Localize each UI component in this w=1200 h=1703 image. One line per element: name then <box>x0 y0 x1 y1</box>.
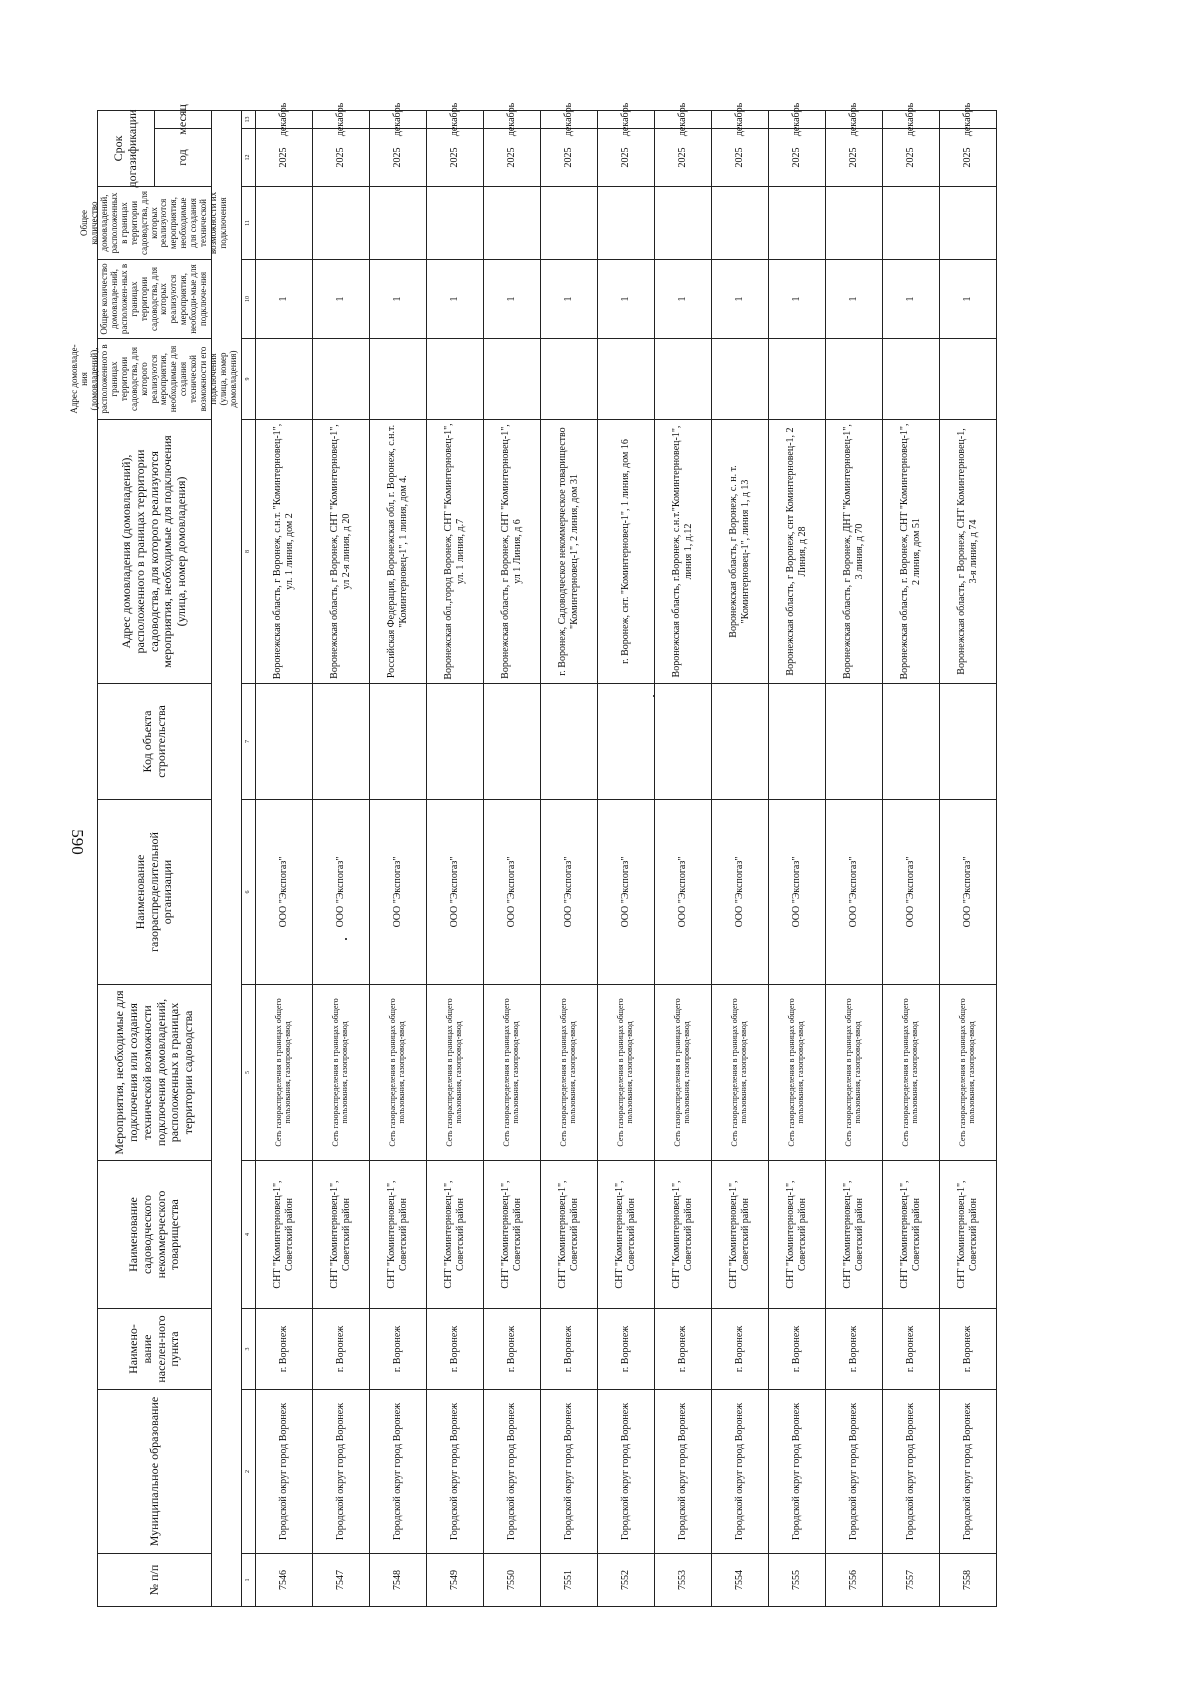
row-address-connection: Воронежская область, г Воронеж, с. н. т. "Коминтерновец-1", линия 1, д 13 <box>712 419 769 683</box>
header-spacer <box>212 110 242 1607</box>
row-year: 2025 <box>712 128 769 186</box>
row-municipality: Городской округ город Воронеж <box>370 1389 427 1553</box>
row-object-code <box>883 683 940 799</box>
row-snt: СНТ "Коминтерновец-1", Советский район <box>826 1160 883 1308</box>
row-count-connection: 1 <box>769 259 826 338</box>
row-year: 2025 <box>541 128 598 186</box>
row-count-tech <box>712 186 769 259</box>
row-count-tech <box>427 186 484 259</box>
page-number: 590 <box>68 829 87 855</box>
row-municipality: Городской округ город Воронеж <box>826 1389 883 1553</box>
row-year: 2025 <box>826 128 883 186</box>
row-settlement: г. Воронеж <box>598 1308 655 1389</box>
row-num: 7548 <box>370 1553 427 1607</box>
column-number: 9 <box>242 338 256 419</box>
row-address-tech <box>769 338 826 419</box>
row-month: декабрь <box>883 110 940 128</box>
row-count-connection: 1 <box>541 259 598 338</box>
row-object-code <box>313 683 370 799</box>
row-gas-org: ООО "Экспогаз" <box>313 799 370 984</box>
row-year: 2025 <box>940 128 997 186</box>
row-address-tech <box>940 338 997 419</box>
row-measures: Сеть газораспределения в границах общего пользования, газопровод-ввод <box>313 984 370 1160</box>
row-settlement: г. Воронеж <box>769 1308 826 1389</box>
row-address-tech <box>427 338 484 419</box>
row-year: 2025 <box>313 128 370 186</box>
row-address-tech <box>256 338 313 419</box>
row-object-code <box>598 683 655 799</box>
row-count-connection: 1 <box>883 259 940 338</box>
row-measures: Сеть газораспределения в границах общего пользования, газопровод-ввод <box>598 984 655 1160</box>
column-number: 2 <box>242 1389 256 1553</box>
row-settlement: г. Воронеж <box>541 1308 598 1389</box>
row-gas-org: ООО "Экспогаз" <box>883 799 940 984</box>
row-address-tech <box>598 338 655 419</box>
row-municipality: Городской округ город Воронеж <box>940 1389 997 1553</box>
column-number: 1 <box>242 1553 256 1607</box>
column-number: 11 <box>242 186 256 259</box>
header-term: Срок догазификации <box>97 110 155 186</box>
row-num: 7546 <box>256 1553 313 1607</box>
row-count-tech <box>313 186 370 259</box>
row-snt: СНТ "Коминтерновец-1", Советский район <box>769 1160 826 1308</box>
row-object-code <box>256 683 313 799</box>
row-count-tech <box>541 186 598 259</box>
row-num: 7551 <box>541 1553 598 1607</box>
row-gas-org: ООО "Экспогаз" <box>256 799 313 984</box>
row-count-connection: 1 <box>484 259 541 338</box>
row-measures: Сеть газораспределения в границах общего пользования, газопровод-ввод <box>427 984 484 1160</box>
row-count-connection: 1 <box>598 259 655 338</box>
column-number: 3 <box>242 1308 256 1389</box>
row-measures: Сеть газораспределения в границах общего пользования, газопровод-ввод <box>541 984 598 1160</box>
row-object-code <box>826 683 883 799</box>
row-count-connection: 1 <box>370 259 427 338</box>
header-num: № п/п <box>97 1553 212 1607</box>
header-municipality: Муниципальное образование <box>97 1389 212 1553</box>
row-gas-org: ООО "Экспогаз" <box>712 799 769 984</box>
row-settlement: г. Воронеж <box>655 1308 712 1389</box>
header-count-connection: Общее количество домовладе-ний, расположен-ных в границах территории садоводства, для которых реализуются мероприятия, необходи-мые для подключе-ния <box>97 259 212 338</box>
row-snt: СНТ "Коминтерновец-1", Советский район <box>883 1160 940 1308</box>
header-address-connection: Адрес домовладения (домовладений), расположенного в границах территории садоводства, для которого реализуются мероприятия, необходимые для подключения (улица, номер домовладения) <box>97 419 212 683</box>
row-address-tech <box>826 338 883 419</box>
header-year: год <box>155 128 212 186</box>
row-count-tech <box>370 186 427 259</box>
row-month: декабрь <box>826 110 883 128</box>
row-municipality: Городской округ город Воронеж <box>427 1389 484 1553</box>
header-settlement: Наимено-вание населен-ного пункта <box>97 1308 212 1389</box>
row-snt: СНТ "Коминтерновец-1", Советский район <box>598 1160 655 1308</box>
row-month: декабрь <box>712 110 769 128</box>
row-municipality: Городской округ город Воронеж <box>541 1389 598 1553</box>
header-measures: Мероприятия, необходимые для подключения или создания технической возможности подключения домовладений, расположенных в границах территории садоводства <box>97 984 212 1160</box>
row-count-tech <box>940 186 997 259</box>
header-count-tech: Общее количество домовладений, расположенных в границах территории садоводства, для которых реализуются мероприятия, необходимые для создания технической возможности их подключения <box>97 186 212 259</box>
row-year: 2025 <box>370 128 427 186</box>
row-snt: СНТ "Коминтерновец-1", Советский район <box>541 1160 598 1308</box>
row-municipality: Городской округ город Воронеж <box>769 1389 826 1553</box>
row-year: 2025 <box>769 128 826 186</box>
row-gas-org: ООО "Экспогаз" <box>655 799 712 984</box>
row-object-code <box>769 683 826 799</box>
row-count-tech <box>826 186 883 259</box>
column-number: 4 <box>242 1160 256 1308</box>
row-municipality: Городской округ город Воронеж <box>484 1389 541 1553</box>
row-address-connection: г. Воронеж, Садоводческое некоммерческое товарищество "Коминтерновец-1", 2 линия, дом 31 <box>541 419 598 683</box>
row-count-connection: 1 <box>940 259 997 338</box>
column-number: 8 <box>242 419 256 683</box>
row-settlement: г. Воронеж <box>826 1308 883 1389</box>
row-num: 7552 <box>598 1553 655 1607</box>
row-municipality: Городской округ город Воронеж <box>598 1389 655 1553</box>
column-number: 12 <box>242 128 256 186</box>
row-address-connection: г. Воронеж, снт. "Коминтерновец-1", 1 линия, дом 16 <box>598 419 655 683</box>
row-measures: Сеть газораспределения в границах общего пользования, газопровод-ввод <box>484 984 541 1160</box>
row-count-tech <box>484 186 541 259</box>
row-month: декабрь <box>484 110 541 128</box>
row-count-tech <box>883 186 940 259</box>
row-year: 2025 <box>484 128 541 186</box>
header-month: месяц <box>155 110 212 128</box>
row-gas-org: ООО "Экспогаз" <box>826 799 883 984</box>
row-count-connection: 1 <box>427 259 484 338</box>
row-count-tech <box>256 186 313 259</box>
row-address-tech <box>484 338 541 419</box>
row-settlement: г. Воронеж <box>427 1308 484 1389</box>
row-snt: СНТ "Коминтерновец-1", Советский район <box>370 1160 427 1308</box>
row-object-code <box>940 683 997 799</box>
row-address-connection: Российская Федерация, Воронежская обл, г. Воронеж, с.н.т. "Коминтерновец-1", 1 линия, дом 4. <box>370 419 427 683</box>
header-snt: Наименование садоводческого некоммерческого товарищества <box>97 1160 212 1308</box>
row-month: декабрь <box>598 110 655 128</box>
header-address-tech: Адрес домовладе-ния (домовладений), расположенного в границах территории садоводства, для которого реализуются мероприятия, необходимые для создания технической возможности его подключения (улица, номер домовладения) <box>97 338 212 419</box>
row-num: 7557 <box>883 1553 940 1607</box>
row-gas-org: ООО "Экспогаз" <box>541 799 598 984</box>
row-snt: СНТ "Коминтерновец-1", Советский район <box>940 1160 997 1308</box>
row-num: 7558 <box>940 1553 997 1607</box>
column-number: 7 <box>242 683 256 799</box>
row-month: декабрь <box>313 110 370 128</box>
row-address-tech <box>541 338 598 419</box>
row-address-connection: Воронежская область, г Воронеж, СНТ "Коминтерновец-1", ул 1 Линия, д 6 <box>484 419 541 683</box>
row-month: декабрь <box>940 110 997 128</box>
row-municipality: Городской округ город Воронеж <box>655 1389 712 1553</box>
row-year: 2025 <box>427 128 484 186</box>
row-count-tech <box>769 186 826 259</box>
row-year: 2025 <box>655 128 712 186</box>
row-address-connection: Воронежская обл.,город Воронеж, СНТ "Коминтерновец-1", ул. 1 линия, д.7 <box>427 419 484 683</box>
row-num: 7555 <box>769 1553 826 1607</box>
row-measures: Сеть газораспределения в границах общего пользования, газопровод-ввод <box>712 984 769 1160</box>
row-gas-org: ООО "Экспогаз" <box>598 799 655 984</box>
row-address-connection: Воронежская область, г. Воронеж, СНТ "Коминтерновец-1", 2 линия, дом 51 <box>883 419 940 683</box>
row-count-tech <box>655 186 712 259</box>
row-address-connection: Воронежская область, г Воронеж, с.н.т. "Коминтерновец-1", ул. 1 линия, дом 2 <box>256 419 313 683</box>
row-municipality: Городской округ город Воронеж <box>256 1389 313 1553</box>
row-municipality: Городской округ город Воронеж <box>712 1389 769 1553</box>
row-settlement: г. Воронеж <box>370 1308 427 1389</box>
row-gas-org: ООО "Экспогаз" <box>484 799 541 984</box>
header-object-code: Код объекта строительства <box>97 683 212 799</box>
row-month: декабрь <box>427 110 484 128</box>
row-settlement: г. Воронеж <box>313 1308 370 1389</box>
row-measures: Сеть газораспределения в границах общего пользования, газопровод-ввод <box>940 984 997 1160</box>
row-settlement: г. Воронеж <box>940 1308 997 1389</box>
row-gas-org: ООО "Экспогаз" <box>370 799 427 984</box>
row-month: декабрь <box>769 110 826 128</box>
row-object-code <box>370 683 427 799</box>
row-count-connection: 1 <box>256 259 313 338</box>
row-month: декабрь <box>655 110 712 128</box>
row-num: 7554 <box>712 1553 769 1607</box>
row-year: 2025 <box>256 128 313 186</box>
row-measures: Сеть газораспределения в границах общего пользования, газопровод-ввод <box>826 984 883 1160</box>
row-snt: СНТ "Коминтерновец-1", Советский район <box>484 1160 541 1308</box>
row-num: 7550 <box>484 1553 541 1607</box>
row-snt: СНТ "Коминтерновец-1", Советский район <box>427 1160 484 1308</box>
row-month: декабрь <box>541 110 598 128</box>
row-object-code <box>712 683 769 799</box>
row-month: декабрь <box>256 110 313 128</box>
row-measures: Сеть газораспределения в границах общего пользования, газопровод-ввод <box>655 984 712 1160</box>
row-measures: Сеть газораспределения в границах общего пользования, газопровод-ввод <box>883 984 940 1160</box>
row-gas-org: ООО "Экспогаз" <box>769 799 826 984</box>
row-address-connection: Воронежская область, г.Воронеж, с.н.т."Коминтерновец-1", линия 1, д.12 <box>655 419 712 683</box>
row-gas-org: ООО "Экспогаз" <box>427 799 484 984</box>
row-num: 7547 <box>313 1553 370 1607</box>
row-year: 2025 <box>883 128 940 186</box>
row-address-connection: Воронежская область, г Воронеж, СНТ "Коминтерновец-1", ул 2-я линия, д 20 <box>313 419 370 683</box>
row-address-connection: Воронежская область, г Воронеж, ДНТ "Коминтерновец-1", 3 линия, д 70 <box>826 419 883 683</box>
row-address-connection: Воронежская область, г Воронеж, СНТ Коминтерновец-1, 3-я линия, д 74 <box>940 419 997 683</box>
row-num: 7553 <box>655 1553 712 1607</box>
row-gas-org: ООО "Экспогаз" <box>940 799 997 984</box>
row-measures: Сеть газораспределения в границах общего пользования, газопровод-ввод <box>256 984 313 1160</box>
column-number: 5 <box>242 984 256 1160</box>
column-number: 10 <box>242 259 256 338</box>
row-address-tech <box>655 338 712 419</box>
row-snt: СНТ "Коминтерновец-1", Советский район <box>256 1160 313 1308</box>
row-snt: СНТ "Коминтерновец-1", Советский район <box>712 1160 769 1308</box>
row-address-connection: Воронежская область, г Воронеж, снт Коминтерновец-1, 2 Линия, д 28 <box>769 419 826 683</box>
row-year: 2025 <box>598 128 655 186</box>
row-num: 7549 <box>427 1553 484 1607</box>
row-snt: СНТ "Коминтерновец-1", Советский район <box>313 1160 370 1308</box>
row-measures: Сеть газораспределения в границах общего пользования, газопровод-ввод <box>769 984 826 1160</box>
row-object-code <box>484 683 541 799</box>
row-num: 7556 <box>826 1553 883 1607</box>
row-municipality: Городской округ город Воронеж <box>883 1389 940 1553</box>
row-settlement: г. Воронеж <box>484 1308 541 1389</box>
row-settlement: г. Воронеж <box>883 1308 940 1389</box>
row-snt: СНТ "Коминтерновец-1", Советский район <box>655 1160 712 1308</box>
row-measures: Сеть газораспределения в границах общего пользования, газопровод-ввод <box>370 984 427 1160</box>
column-number: 6 <box>242 799 256 984</box>
column-number: 13 <box>242 110 256 128</box>
row-count-connection: 1 <box>655 259 712 338</box>
row-count-connection: 1 <box>712 259 769 338</box>
row-address-tech <box>313 338 370 419</box>
row-object-code <box>541 683 598 799</box>
row-address-tech <box>712 338 769 419</box>
row-object-code <box>427 683 484 799</box>
header-gas-org: Наименование газораспределительной организации <box>97 799 212 984</box>
row-municipality: Городской округ город Воронеж <box>313 1389 370 1553</box>
row-settlement: г. Воронеж <box>256 1308 313 1389</box>
row-month: декабрь <box>370 110 427 128</box>
row-address-tech <box>370 338 427 419</box>
row-count-connection: 1 <box>826 259 883 338</box>
row-count-connection: 1 <box>313 259 370 338</box>
row-settlement: г. Воронеж <box>712 1308 769 1389</box>
row-address-tech <box>883 338 940 419</box>
row-object-code <box>655 683 712 799</box>
row-count-tech <box>598 186 655 259</box>
